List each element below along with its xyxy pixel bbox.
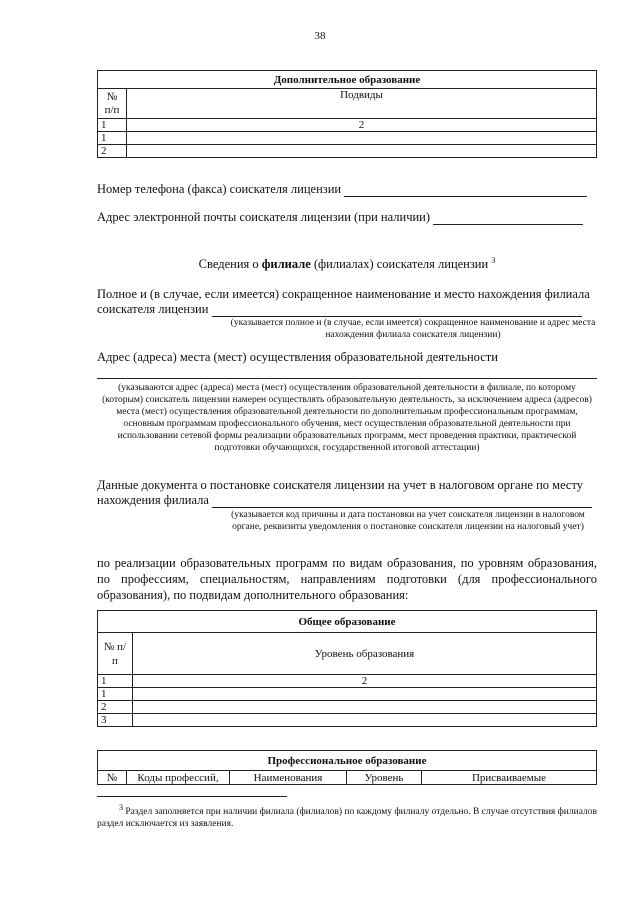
- address-field[interactable]: [97, 378, 597, 379]
- row-value[interactable]: [133, 688, 597, 701]
- header-num-cell: 1: [98, 119, 127, 132]
- tax-row: [97, 493, 597, 508]
- heading-text: Сведения о: [198, 257, 262, 272]
- tax-label-1: Данные документа о постановке соискателя лицензии на учет в налоговом органе по месту: [97, 478, 584, 492]
- table-row: [98, 714, 597, 727]
- branch-name-hint: (указывается полное и (в случае, если имеется) сокращенное наименование и адрес места нахождения филиала соискателя лицензии): [230, 318, 596, 340]
- branch-name-label-2: соискателя лицензии: [97, 302, 209, 316]
- footnote-divider: [97, 796, 287, 797]
- tax-hint: (указывается код причины и дата постановки на учет соискателя лицензии в налоговом органе, реквизиты уведомления о постановке соискателя лицензии на налоговый учет): [231, 510, 585, 532]
- footnote-text: Раздел заполняется при наличии филиала (филиалов) по каждому филиалу отдельно. В случае отсутствия филиалов раздел исключается из заявления.: [97, 807, 597, 830]
- professional-education-table: [97, 750, 597, 785]
- heading-bold: филиале: [261, 257, 311, 272]
- table-title: Профессиональное образование: [98, 751, 597, 771]
- address-hint: (указываются адрес (адреса) места (мест) осуществления образовательной деятельности в филиале, по которому (которым) соискатель лицензии намерен осуществлять образовательную деятельность, за исключением адреса (адресов) места (мест) осуществления образовательной деятельности по дополнительным профессиональным программам, основным программам профессионального обучения, мест осуществления образовательной деятельности при использовании сетевой формы реализации образовательных программ, мест проведения практики, практической подготовки обучающихся, государственной итоговой аттестации): [102, 383, 592, 453]
- row-value[interactable]: [127, 132, 597, 145]
- footnote: [97, 802, 597, 830]
- email-label: Адрес электронной почты соискателя лицензии (при наличии): [97, 210, 431, 224]
- address-label: Адрес (адреса) места (мест) осуществления образовательной деятельности: [97, 350, 498, 364]
- email-row: [97, 210, 597, 225]
- heading-text-post: (филиалах) соискателя лицензии: [310, 257, 492, 272]
- additional-education-table: [97, 70, 597, 158]
- col-num-header: № п/п: [98, 89, 127, 119]
- table-row: [98, 145, 597, 158]
- col-codes-header: Коды профессий,: [127, 771, 230, 785]
- table-title: Дополнительное образование: [98, 71, 597, 89]
- tax-label-2: нахождения филиала: [97, 493, 209, 507]
- row-value[interactable]: [133, 701, 597, 714]
- row-value[interactable]: [133, 714, 597, 727]
- branch-name-row: [97, 302, 597, 317]
- phone-row: [97, 182, 597, 197]
- email-field[interactable]: [433, 212, 583, 225]
- phone-label: Номер телефона (факса) соискателя лицензии: [97, 182, 342, 196]
- col-level-header: Уровень: [347, 771, 422, 785]
- row-num: 2: [98, 145, 127, 158]
- row-num: 3: [98, 714, 133, 727]
- branch-heading: [97, 256, 597, 272]
- phone-field[interactable]: [344, 184, 587, 197]
- branch-name-label-1: Полное и (в случае, если имеется) сокращенное наименование и место нахождения филиала: [97, 287, 590, 301]
- table-row: [98, 132, 597, 145]
- branch-name-field[interactable]: [212, 304, 582, 317]
- col-level-header: Уровень образования: [133, 633, 597, 675]
- row-num: 2: [98, 701, 133, 714]
- footnote-ref: 3: [491, 256, 496, 265]
- header-num-cell: 1: [98, 675, 133, 688]
- tax-field[interactable]: [212, 495, 592, 508]
- row-num: 1: [98, 132, 127, 145]
- general-education-table: [97, 610, 597, 727]
- table-title: Общее образование: [98, 611, 597, 633]
- col-subtypes-header: Подвиды: [127, 89, 597, 119]
- col-num-header: № п/п: [98, 633, 133, 675]
- col-assigned-header: Присваиваемые: [422, 771, 597, 785]
- col-names-header: Наименования: [230, 771, 347, 785]
- row-num: 1: [98, 688, 133, 701]
- row-value[interactable]: [127, 145, 597, 158]
- table-row: [98, 701, 597, 714]
- col-num-header: №: [98, 771, 127, 785]
- page-number: 38: [314, 30, 326, 42]
- programs-paragraph: по реализации образовательных программ по видам образования, по уровням образования, по профессиям, специальностям, направлениям подготовки (для профессионального образования), по подвидам дополнительного образования:: [97, 556, 597, 602]
- header-index-cell: 2: [127, 119, 597, 132]
- table-row: [98, 688, 597, 701]
- footnote-marker: 3: [119, 803, 123, 812]
- header-index-cell: 2: [133, 675, 597, 688]
